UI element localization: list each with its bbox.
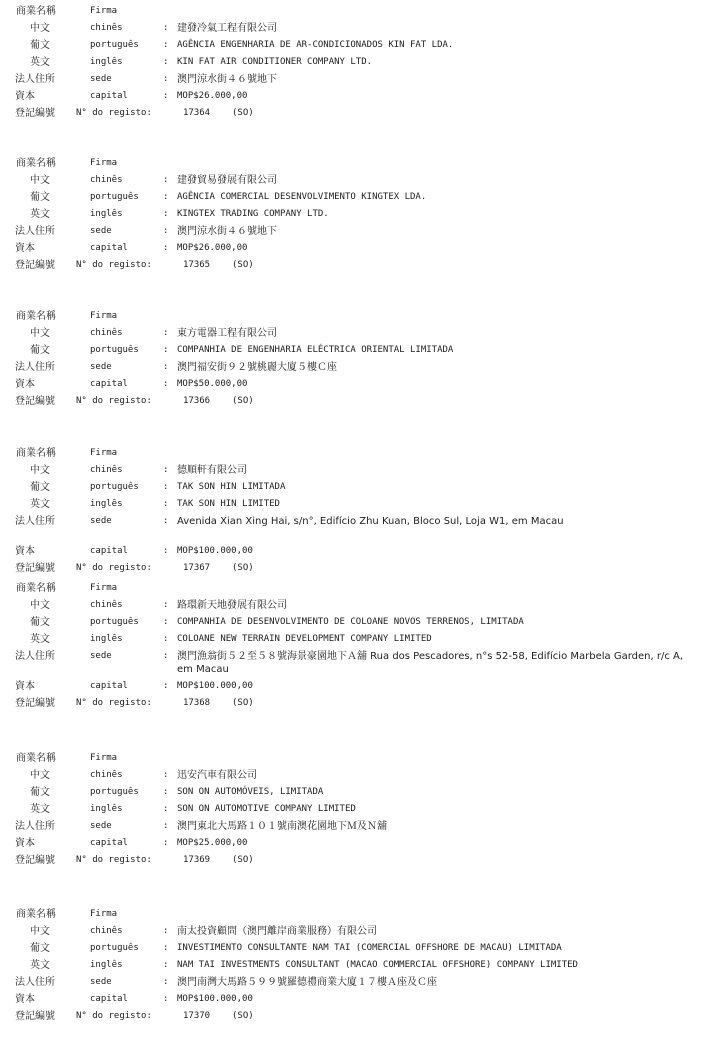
portuguese-name-row [0,37,715,54]
english-label-cn: 英文 [30,634,50,645]
chinese-label-pt: chinês [90,328,123,338]
chinese-label-pt: chinês [90,926,123,936]
firma-row [0,3,715,20]
separator-colon: : [163,57,169,67]
capital-label-cn: 資本 [15,379,35,390]
registo-row [0,852,715,869]
english-name-row [0,801,715,818]
capital-label-pt: capital [90,91,128,101]
sede-value: 澳門漁翁街５２至５８號海景豪園地下Ａ舖 Rua dos Pescadores, n°s 52-58, Edifício Marbela Garden, r/c A, em Macau [177,651,684,675]
separator-colon: : [163,943,169,953]
capital-label-cn: 資本 [15,546,35,557]
sede-row [0,974,715,991]
portuguese-label-pt: português [90,40,139,50]
english-name-value: TAK SON HIN LIMITED [177,499,280,509]
company-entry [0,906,715,1025]
english-name-value: COLOANE NEW TERRAIN DEVELOPMENT COMPANY LIMITED [177,634,432,644]
chinese-name-value: 東方電器工程有限公司 [177,328,277,339]
sede-value: 澳門南灣大馬路５９９號羅德禮商業大廈１７樓Ａ座及Ｃ座 [177,977,437,988]
capital-row [0,88,715,105]
company-entry [0,3,715,122]
sede-row [0,648,715,678]
english-name-value: KIN FAT AIR CONDITIONER COMPANY LTD. [177,57,373,67]
chinese-name-row [0,923,715,940]
capital-row [0,678,715,695]
registo-label-cn: 登記編號 [15,1011,55,1022]
portuguese-label-pt: português [90,787,139,797]
firma-label-pt: Firma [90,909,118,919]
capital-label-cn: 資本 [15,681,35,692]
registo-label-pt: N° do registo: [76,855,152,865]
capital-label-pt: capital [90,379,128,389]
english-name-value: KINGTEX TRADING COMPANY LTD. [177,209,329,219]
separator-colon: : [163,600,169,610]
chinese-name-row [0,462,715,479]
separator-colon: : [163,465,169,475]
registo-row [0,105,715,122]
capital-value: MOP$100.000,00 [177,994,253,1004]
separator-colon: : [163,345,169,355]
registo-number: 17367 [183,563,211,573]
sede-label-pt: sede [90,362,112,372]
portuguese-label-cn: 葡文 [30,40,50,51]
chinese-label-cn: 中文 [30,465,50,476]
capital-row [0,835,715,852]
registo-label-pt: N° do registo: [76,108,152,118]
capital-label-pt: capital [90,681,128,691]
chinese-label-cn: 中文 [30,600,50,611]
portuguese-name-value: AGÊNCIA ENGENHARIA DE AR-CONDICIONADOS KIN FAT LDA. [177,40,454,50]
english-label-pt: inglês [90,57,123,67]
chinese-name-row [0,172,715,189]
portuguese-label-pt: português [90,192,139,202]
company-entry [0,155,715,274]
portuguese-label-cn: 葡文 [30,617,50,628]
portuguese-label-cn: 葡文 [30,943,50,954]
sede-row [0,223,715,240]
capital-row [0,543,715,560]
english-label-pt: inglês [90,209,123,219]
registo-suffix: (SO) [232,396,254,406]
capital-row [0,991,715,1008]
company-entry [0,750,715,869]
english-label-cn: 英文 [30,57,50,68]
sede-row [0,818,715,835]
capital-label-pt: capital [90,994,128,1004]
portuguese-name-value: COMPANHIA DE ENGENHARIA ELÉCTRICA ORIENTAL LIMITADA [177,345,454,355]
registo-number: 17369 [183,855,211,865]
sede-label-cn: 法人住所 [15,516,55,527]
sede-label-pt: sede [90,516,112,526]
sede-value: 澳門東北大馬路１０１號南澳花園地下Ｍ及Ｎ舖 [177,821,387,832]
sede-label-pt: sede [90,226,112,236]
chinese-name-row [0,325,715,342]
separator-colon: : [163,770,169,780]
english-label-cn: 英文 [30,960,50,971]
portuguese-name-value: TAK SON HIN LIMITADA [177,482,286,492]
separator-colon: : [163,328,169,338]
separator-colon: : [163,634,169,644]
separator-colon: : [163,226,169,236]
registo-suffix: (SO) [232,108,254,118]
firma-label-cn: 商業名稱 [16,311,56,322]
registo-label-cn: 登記編號 [15,563,55,574]
chinese-name-value: 建發貿易發展有限公司 [177,175,277,186]
separator-colon: : [163,243,169,253]
chinese-label-pt: chinês [90,175,123,185]
sede-label-cn: 法人住所 [15,74,55,85]
sede-value: Avenida Xian Xing Hai, s/n°, Edifício Zhu Kuan, Bloco Sul, Loja W1, em Macau [177,516,564,527]
separator-colon: : [163,209,169,219]
registo-label-pt: N° do registo: [76,260,152,270]
chinese-label-cn: 中文 [30,926,50,937]
portuguese-label-cn: 葡文 [30,345,50,356]
registo-label-pt: N° do registo: [76,698,152,708]
company-entry [0,308,715,410]
registo-row [0,695,715,712]
portuguese-name-value: COMPANHIA DE DESENVOLVIMENTO DE COLOANE NOVOS TERRENOS, LIMITADA [177,617,524,627]
sede-row [0,359,715,376]
chinese-name-value: 建發冷氣工程有限公司 [177,23,277,34]
chinese-name-value: 路環新天地發展有限公司 [177,600,287,611]
registo-label-pt: N° do registo: [76,396,152,406]
registo-number: 17366 [183,396,211,406]
portuguese-name-row [0,479,715,496]
separator-colon: : [163,977,169,987]
separator-colon: : [163,40,169,50]
capital-row [0,376,715,393]
english-name-row [0,54,715,71]
separator-colon: : [163,362,169,372]
firma-label-cn: 商業名稱 [16,6,56,17]
registo-row [0,393,715,410]
firma-label-cn: 商業名稱 [16,448,56,459]
english-name-row [0,957,715,974]
capital-value: MOP$26.000,00 [177,91,248,101]
portuguese-name-row [0,784,715,801]
capital-value: MOP$25.000,00 [177,838,248,848]
separator-colon: : [163,787,169,797]
firma-row [0,750,715,767]
registo-label-pt: N° do registo: [76,1011,152,1021]
english-label-pt: inglês [90,804,123,814]
portuguese-name-row [0,940,715,957]
separator-colon: : [163,23,169,33]
english-label-pt: inglês [90,499,123,509]
chinese-name-row [0,597,715,614]
chinese-label-pt: chinês [90,600,123,610]
company-entry [0,580,715,712]
chinese-name-value: 迅安汽車有限公司 [177,770,257,781]
capital-label-cn: 資本 [15,994,35,1005]
separator-colon: : [163,617,169,627]
sede-label-cn: 法人住所 [15,362,55,373]
firma-label-pt: Firma [90,311,118,321]
separator-colon: : [163,804,169,814]
chinese-label-cn: 中文 [30,23,50,34]
firma-row [0,155,715,172]
portuguese-label-cn: 葡文 [30,192,50,203]
capital-value: MOP$26.000,00 [177,243,248,253]
registo-suffix: (SO) [232,855,254,865]
english-name-row [0,631,715,648]
english-name-row [0,206,715,223]
registo-label-pt: N° do registo: [76,563,152,573]
sede-value: 澳門涼水街４６號地下 [177,226,277,237]
firma-label-pt: Firma [90,6,118,16]
portuguese-name-row [0,614,715,631]
sede-label-pt: sede [90,651,112,661]
portuguese-name-value: AGÊNCIA COMERCIAL DESENVOLVIMENTO KINGTEX LDA. [177,192,427,202]
separator-colon: : [163,379,169,389]
chinese-name-row [0,20,715,37]
separator-colon: : [163,651,169,661]
separator-colon: : [163,926,169,936]
registo-number: 17364 [183,108,211,118]
capital-label-cn: 資本 [15,838,35,849]
firma-label-pt: Firma [90,753,118,763]
capital-label-cn: 資本 [15,243,35,254]
firma-row [0,906,715,923]
separator-colon: : [163,192,169,202]
sede-value: 澳門涼水街４６號地下 [177,74,277,85]
chinese-name-row [0,767,715,784]
portuguese-label-pt: português [90,345,139,355]
sede-value: 澳門福安街９２號桃麗大廈５樓Ｃ座 [177,362,337,373]
sede-label-cn: 法人住所 [15,977,55,988]
capital-value: MOP$50.000,00 [177,379,248,389]
separator-colon: : [163,546,169,556]
capital-value: MOP$100.000,00 [177,681,253,691]
english-name-row [0,496,715,513]
portuguese-name-row [0,189,715,206]
english-label-pt: inglês [90,634,123,644]
separator-colon: : [163,91,169,101]
chinese-label-cn: 中文 [30,770,50,781]
registo-number: 17370 [183,1011,211,1021]
separator-colon: : [163,499,169,509]
company-entry [0,445,715,577]
registo-label-cn: 登記編號 [15,855,55,866]
english-name-value: NAM TAI INVESTMENTS CONSULTANT (MACAO COMMERCIAL OFFSHORE) COMPANY LIMITED [177,960,578,970]
capital-label-cn: 資本 [15,91,35,102]
english-name-value: SON ON AUTOMOTIVE COMPANY LIMITED [177,804,356,814]
chinese-label-cn: 中文 [30,328,50,339]
chinese-label-pt: chinês [90,465,123,475]
separator-colon: : [163,838,169,848]
english-label-cn: 英文 [30,209,50,220]
sede-label-pt: sede [90,74,112,84]
firma-label-cn: 商業名稱 [16,583,56,594]
firma-label-pt: Firma [90,583,118,593]
registo-label-cn: 登記編號 [15,260,55,271]
separator-colon: : [163,516,169,526]
english-label-cn: 英文 [30,804,50,815]
registo-row [0,1008,715,1025]
registo-label-cn: 登記編號 [15,396,55,407]
firma-row [0,308,715,325]
portuguese-name-value: INVESTIMENTO CONSULTANTE NAM TAI (COMERCIAL OFFSHORE DE MACAU) LIMITADA [177,943,562,953]
separator-colon: : [163,74,169,84]
registo-suffix: (SO) [232,563,254,573]
registo-suffix: (SO) [232,698,254,708]
registo-row [0,560,715,577]
separator-colon: : [163,994,169,1004]
registo-label-cn: 登記編號 [15,698,55,709]
sede-label-cn: 法人住所 [15,651,55,662]
separator-colon: : [163,175,169,185]
separator-colon: : [163,821,169,831]
sede-label-cn: 法人住所 [15,226,55,237]
sede-label-cn: 法人住所 [15,821,55,832]
chinese-name-value: 南太投資顧問（澳門離岸商業服務）有限公司 [177,926,377,937]
portuguese-label-pt: português [90,482,139,492]
portuguese-name-row [0,342,715,359]
firma-label-cn: 商業名稱 [16,158,56,169]
registo-number: 17368 [183,698,211,708]
registo-suffix: (SO) [232,260,254,270]
capital-value: MOP$100.000,00 [177,546,253,556]
registo-label-cn: 登記編號 [15,108,55,119]
portuguese-label-pt: português [90,617,139,627]
chinese-label-pt: chinês [90,770,123,780]
capital-label-pt: capital [90,838,128,848]
english-label-pt: inglês [90,960,123,970]
portuguese-label-cn: 葡文 [30,787,50,798]
firma-row [0,580,715,597]
sede-row [0,71,715,88]
capital-row [0,240,715,257]
portuguese-label-cn: 葡文 [30,482,50,493]
registo-suffix: (SO) [232,1011,254,1021]
capital-label-pt: capital [90,546,128,556]
firma-label-cn: 商業名稱 [16,909,56,920]
english-label-cn: 英文 [30,499,50,510]
chinese-label-cn: 中文 [30,175,50,186]
chinese-name-value: 德順軒有限公司 [177,465,247,476]
portuguese-label-pt: português [90,943,139,953]
firma-label-cn: 商業名稱 [16,753,56,764]
capital-label-pt: capital [90,243,128,253]
firma-label-pt: Firma [90,158,118,168]
separator-colon: : [163,482,169,492]
portuguese-name-value: SON ON AUTOMÓVEIS, LIMITADA [177,787,324,797]
firma-label-pt: Firma [90,448,118,458]
separator-colon: : [163,960,169,970]
sede-row [0,513,715,543]
firma-row [0,445,715,462]
chinese-label-pt: chinês [90,23,123,33]
sede-label-pt: sede [90,821,112,831]
registo-number: 17365 [183,260,211,270]
separator-colon: : [163,681,169,691]
sede-label-pt: sede [90,977,112,987]
registo-row [0,257,715,274]
